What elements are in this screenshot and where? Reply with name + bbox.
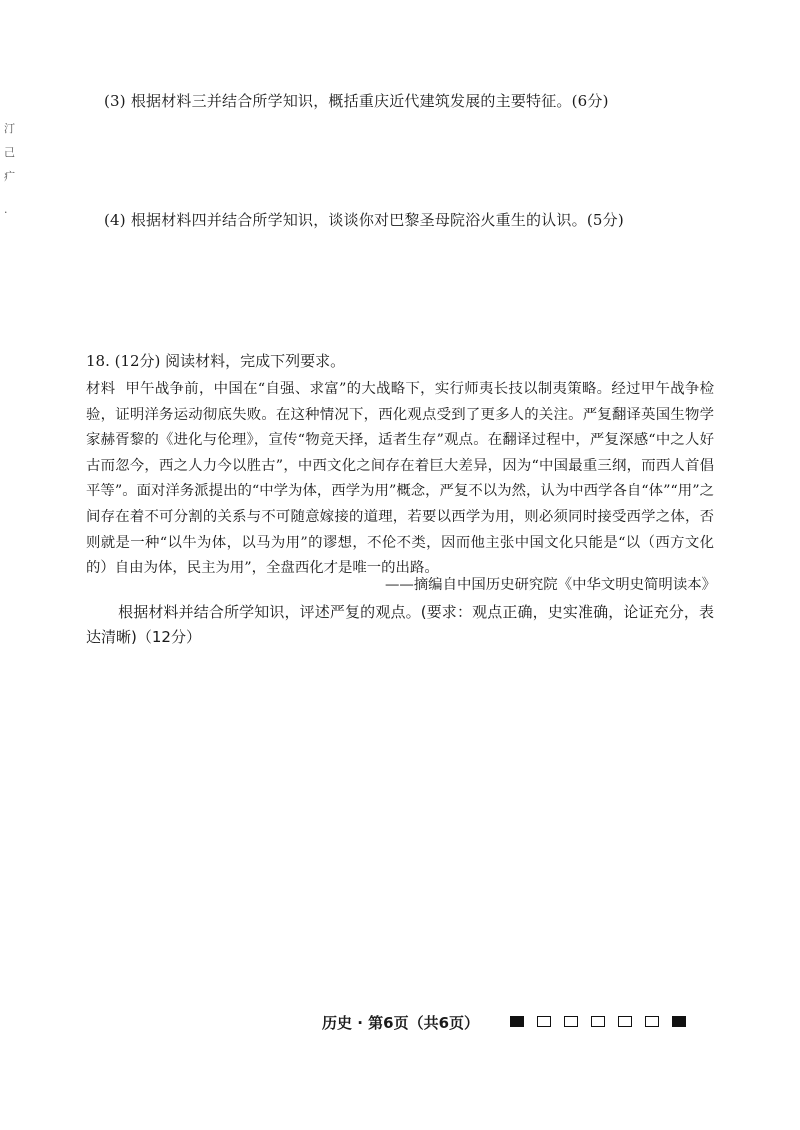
marker-box	[510, 1016, 524, 1027]
marker-box	[564, 1016, 578, 1027]
page-footer: 历史 · 第6页（共6页）	[322, 1014, 480, 1032]
margin-mark: 疒	[4, 170, 15, 183]
marker-boxes	[510, 1016, 686, 1027]
marker-box	[672, 1016, 686, 1027]
marker-box	[618, 1016, 632, 1027]
margin-mark: 汀	[4, 122, 15, 135]
margin-mark: ·	[4, 206, 8, 219]
material-source: ——摘编自中国历史研究院《中华文明史简明读本》	[385, 577, 716, 593]
material-block	[86, 377, 714, 582]
marker-box	[537, 1016, 551, 1027]
marker-box	[645, 1016, 659, 1027]
question-18-header: 18. (12分) 阅读材料，完成下列要求。	[86, 352, 346, 370]
marker-box	[591, 1016, 605, 1027]
task-text: 根据材料并结合所学知识，评述严复的观点。(要求：观点正确，史实准确，论证充分，表达清晰)（12分）	[86, 603, 714, 646]
material-label: 材料	[86, 381, 116, 397]
question-18-task	[86, 600, 714, 650]
margin-mark: 己	[4, 146, 15, 159]
question-3: (3) 根据材料三并结合所学知识，概括重庆近代建筑发展的主要特征。(6分)	[104, 92, 609, 110]
question-4: (4) 根据材料四并结合所学知识，谈谈你对巴黎圣母院浴火重生的认识。(5分)	[104, 211, 624, 229]
material-text: 甲午战争前，中国在“自强、求富”的大战略下，实行师夷长技以制夷策略。经过甲午战争检验，证明洋务运动彻底失败。在这种情况下，西化观点受到了更多人的关注。严复翻译英国生物学家赫胥黎的《进化与伦理》，宣传“物竞天择，适者生存”观点。在翻译过程中，严复深感“中之人好古而忽今，西之人力今以胜古”，中西文化之间存在着巨大差异，因为“中国最重三纲，而西人首倡平等”。面对洋务派提出的“中学为体，西学为用”概念，严复不以为然，认为中西学各自“体”“用”之间存在着不可分割的关系与不可随意嫁接的道理，若要以西学为用，则必须同时接受西学之体，否则就是一种“以牛为体，以马为用”的谬想，不伦不类，因而他主张中国文化只能是“以（西方文化的）自由为体，民主为用”，全盘西化才是唯一的出路。	[86, 381, 714, 577]
